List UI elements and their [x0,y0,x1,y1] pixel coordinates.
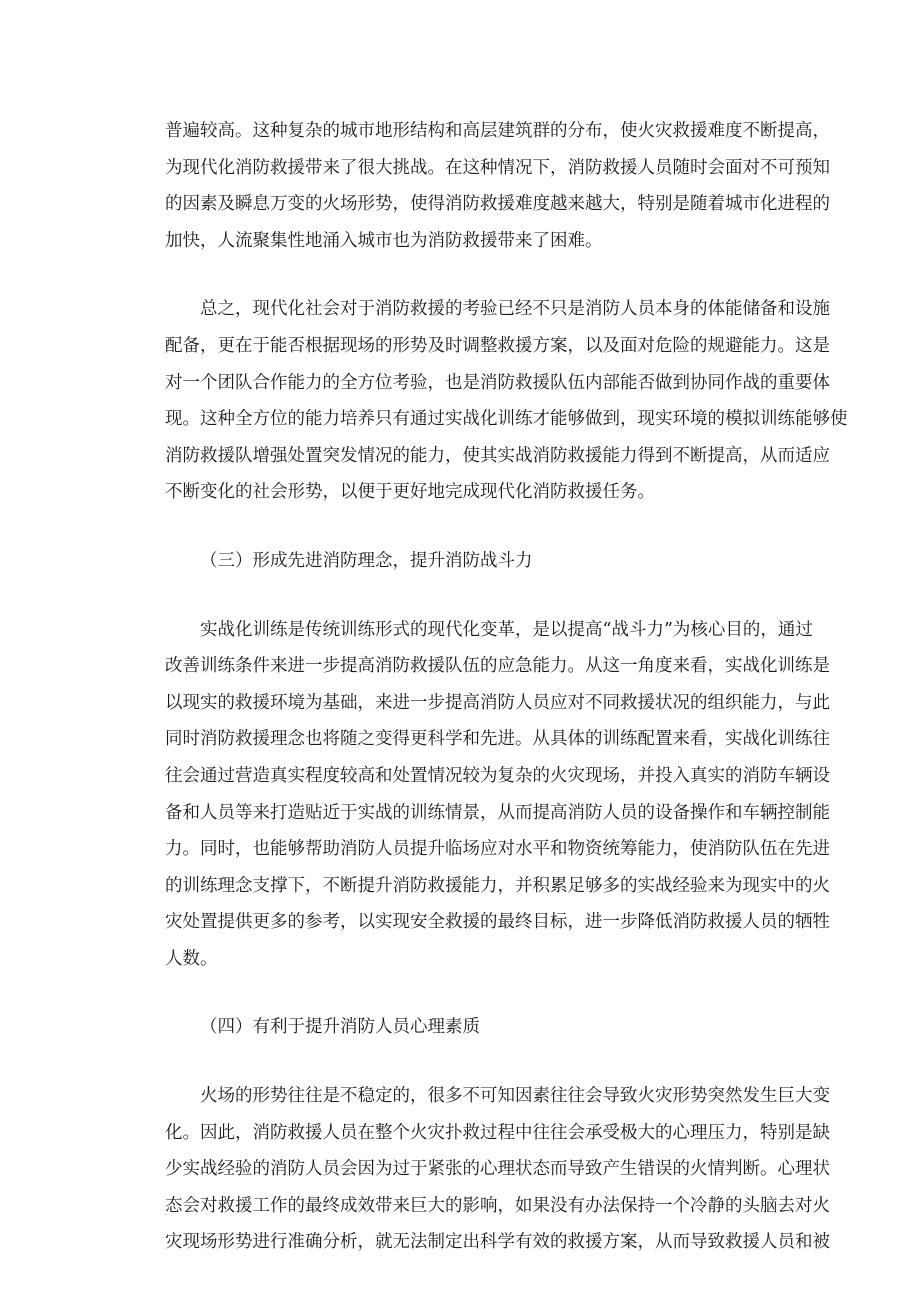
text-line: 加快，人流聚集性地涌入城市也为消防救援带来了困难。 [165,230,603,251]
document-body [165,113,848,1261]
text-line: 同时消防救援理念也将随之变得更科学和先进。从具体的训练配置来看，实战化训练往 [165,729,830,750]
text-line: 对一个团队合作能力的全方位考验，也是消防救援队伍内部能否做到协同作战的重要体 [165,372,830,393]
text-line: 为现代化消防救援带来了很大挑战。在这种情况下，消防救援人员随时会面对不可预知 [165,157,830,178]
section-heading-3: （三）形成先进消防理念，提升消防战斗力 [200,550,533,571]
text-line: 灾处置提供更多的参考，以实现安全救援的最终目标，进一步降低消防救援人员的牺牲 [165,912,830,933]
text-line: 人数。 [165,948,218,969]
text-line: 的因素及瞬息万变的火场形势，使得消防救援难度越来越大，特别是随着城市化进程的 [165,194,830,215]
text-line: 灾现场形势进行准确分析，就无法制定出科学有效的救援方案，从而导致救援人员和被 [165,1232,830,1253]
text-line: 总之，现代化社会对于消防救援的考验已经不只是消防人员本身的体能储备和设施 [165,299,830,320]
text-line: 备和人员等来打造贴近于实战的训练情景，从而提高消防人员的设备操作和车辆控制能 [165,802,830,823]
text-line: 往会通过营造真实程度较高和处置情况较为复杂的火灾现场，并投入真实的消防车辆设 [165,765,830,786]
text-line: 普遍较高。这种复杂的城市地形结构和高层建筑群的分布，使火灾救援难度不断提高， [165,121,830,141]
section-heading-4: （四）有利于提升消防人员心理素质 [200,1017,480,1038]
text-line: 配备，更在于能否根据现场的形势及时调整救援方案，以及面对危险的规避能力。这是 [165,335,830,356]
text-line: 改善训练条件来进一步提高消防救援队伍的应急能力。从这一角度来看，实战化训练是 [165,656,830,677]
paragraph-section-4 [165,1078,830,1261]
text-line: 态会对救援工作的最终成效带来巨大的影响，如果没有办法保持一个冷静的头脑去对火 [165,1195,830,1216]
text-line: 现。这种全方位的能力培养只有通过实战化训练才能够做到，现实环境的模拟训练能够使 [165,409,848,430]
paragraph-summary [165,291,848,511]
paragraph-section-3 [165,612,830,978]
paragraph-continuation [165,113,830,259]
text-line: 以现实的救援环境为基础，来进一步提高消防人员应对不同救援状况的组织能力，与此 [165,692,830,713]
text-line: 火场的形势往往是不稳定的，很多不可知因素往往会导致火灾形势突然发生巨大变 [165,1086,830,1107]
text-line: 的训练理念支撑下，不断提升消防救援能力，并积累足够多的实战经验来为现实中的火 [165,875,830,896]
text-line: 消防救援队增强处置突发情况的能力，使其实战消防救援能力得到不断提高，从而适应 [165,445,830,466]
text-line: 不断变化的社会形势，以便于更好地完成现代化消防救援任务。 [165,482,655,503]
text-line: 化。因此，消防救援人员在整个火灾扑救过程中往往会承受极大的心理压力，特别是缺 [165,1122,830,1143]
text-line: 力。同时，也能够帮助消防人员提升临场应对水平和物资统筹能力，使消防队伍在先进 [165,839,830,860]
text-line: 实战化训练是传统训练形式的现代化变革，是以提高“战斗力”为核心目的，通过 [165,619,813,640]
text-line: 少实战经验的消防人员会因为过于紧张的心理状态而导致产生错误的火情判断。心理状 [165,1159,830,1180]
